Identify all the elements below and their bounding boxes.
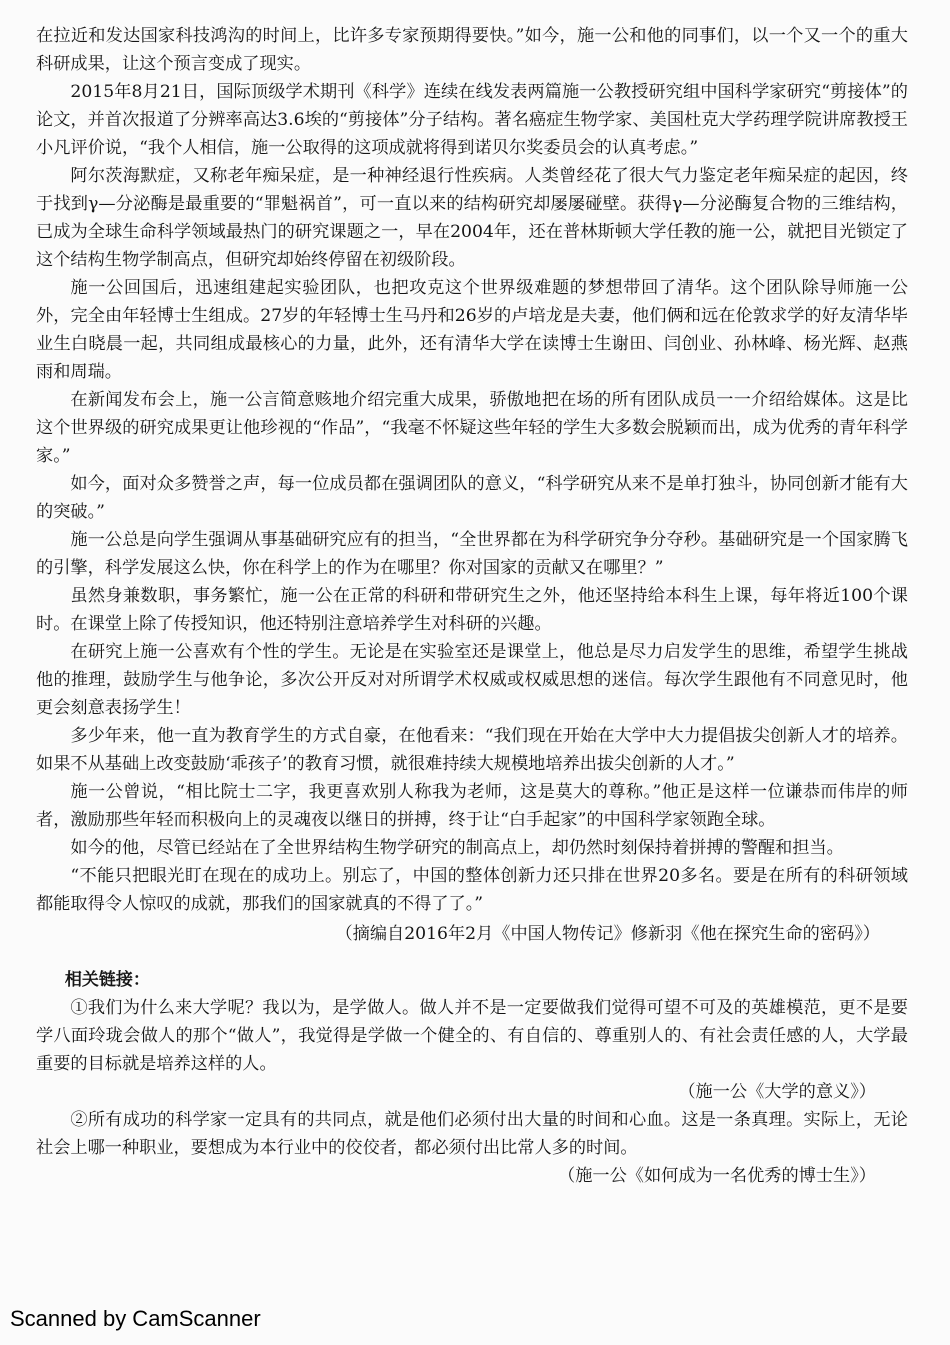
paragraph: 2015年8月21日，国际顶级学术期刊《科学》连续在线发表两篇施一公教授研究组中国科学家研究“剪接体”的论文，并首次报道了分辨率高达3.6埃的“剪接体”分子结构。著名癌症生物学家、美国杜克大学药理学院讲席教授王小凡评价说，“我个人相信，施一公取得的这项成就将得到诺贝尔奖委员会的认真考虑。” xyxy=(36,82,908,158)
article-body xyxy=(36,22,908,1190)
paragraph: 在研究上施一公喜欢有个性的学生。无论是在实验室还是课堂上，他总是尽力启发学生的思维，希望学生挑战他的推理，鼓励学生与他争论，多次公开反对对所谓学术权威或权威思想的迷信。每次学生跟他有不同意见时，他更会刻意表扬学生！ xyxy=(36,642,908,718)
related-link-1-source: （施一公《大学的意义》） xyxy=(678,1082,876,1102)
paragraph: “不能只把眼光盯在现在的成功上。别忘了，中国的整体创新力还只排在世界20多名。要是在所有的科研领域都能取得令人惊叹的成就，那我们的国家就真的不得了了。” xyxy=(36,866,908,914)
paragraph: 在新闻发布会上，施一公言简意赅地介绍完重大成果，骄傲地把在场的所有团队成员一一介绍给媒体。这是比这个世界级的研究成果更让他珍视的“作品”，“我毫不怀疑这些年轻的学生大多数会脱颖而出，成为优秀的青年科学家。” xyxy=(36,390,908,466)
related-link-1: ①我们为什么来大学呢？我以为，是学做人。做人并不是一定要做我们觉得可望不可及的英雄模范，更不是要学八面玲珑会做人的那个“做人”，我觉得是学做一个健全的、有自信的、尊重别人的、有社会责任感的人，大学最重要的目标就是培养这样的人。 xyxy=(36,998,908,1074)
paragraph: 虽然身兼数职，事务繁忙，施一公在正常的科研和带研究生之外，他还坚持给本科生上课，每年将近100个课时。在课堂上除了传授知识，他还特别注意培养学生对科研的兴趣。 xyxy=(36,586,908,634)
paragraph: 施一公总是向学生强调从事基础研究应有的担当，“全世界都在为科学研究争分夺秒。基础研究是一个国家腾飞的引擎，科学发展这么快，你在科学上的作为在哪里？你对国家的贡献又在哪里？” xyxy=(36,530,908,578)
paragraph: 如今的他，尽管已经站在了全世界结构生物学研究的制高点上，却仍然时刻保持着拼搏的警醒和担当。 xyxy=(70,838,844,858)
related-link-2-source: （施一公《如何成为一名优秀的博士生》） xyxy=(558,1166,876,1186)
scanner-watermark: Scanned by CamScanner xyxy=(10,1306,261,1331)
related-link-2: ②所有成功的科学家一定具有的共同点，就是他们必须付出大量的时间和心血。这是一条真理。实际上，无论社会上哪一种职业，要想成为本行业中的佼佼者，都必须付出比常人多的时间。 xyxy=(36,1110,908,1158)
paragraph: 多少年来，他一直为教育学生的方式自豪，在他看来：“我们现在开始在大学中大力提倡拔尖创新人才的培养。如果不从基础上改变鼓励‘乖孩子’的教育习惯，就很难持续大规模地培养出拔尖创新的人才。” xyxy=(36,726,908,774)
paragraph-intro: 在拉近和发达国家科技鸿沟的时间上，比许多专家预期得要快。”如今，施一公和他的同事们，以一个又一个的重大科研成果，让这个预言变成了现实。 xyxy=(36,26,908,74)
related-links-heading: 相关链接： xyxy=(64,970,150,990)
paragraph: 施一公曾说，“相比院士二字，我更喜欢别人称我为老师，这是莫大的尊称。”他正是这样一位谦恭而伟岸的师者，激励那些年轻而积极向上的灵魂夜以继日的拼搏，终于让“白手起家”的中国科学家领跑全球。 xyxy=(36,782,908,830)
paragraph: 阿尔茨海默症，又称老年痴呆症，是一种神经退行性疾病。人类曾经花了很大气力鉴定老年痴呆症的起因，终于找到γ—分泌酶是最重要的“罪魁祸首”，可一直以来的结构研究却屡屡碰壁。获得γ—分泌酶复合物的三维结构，已成为全球生命科学领域最热门的研究课题之一，早在2004年，还在普林斯顿大学任教的施一公，就把目光锁定了这个结构生物学制高点，但研究却始终停留在初级阶段。 xyxy=(36,166,908,270)
article-source: （摘编自2016年2月《中国人物传记》修新羽《他在探究生命的密码》） xyxy=(335,924,880,944)
paragraph: 如今，面对众多赞誉之声，每一位成员都在强调团队的意义，“科学研究从来不是单打独斗，协同创新才能有大的突破。” xyxy=(36,474,908,522)
paragraph: 施一公回国后，迅速组建起实验团队，也把攻克这个世界级难题的梦想带回了清华。这个团队除导师施一公外，完全由年轻博士生组成。27岁的年轻博士生马丹和26岁的卢培龙是夫妻，他们俩和远在伦敦求学的好友清华毕业生白晓晨一起，共同组成最核心的力量，此外，还有清华大学在读博士生谢田、闫创业、孙林峰、杨光辉、赵燕雨和周瑞。 xyxy=(36,278,908,382)
